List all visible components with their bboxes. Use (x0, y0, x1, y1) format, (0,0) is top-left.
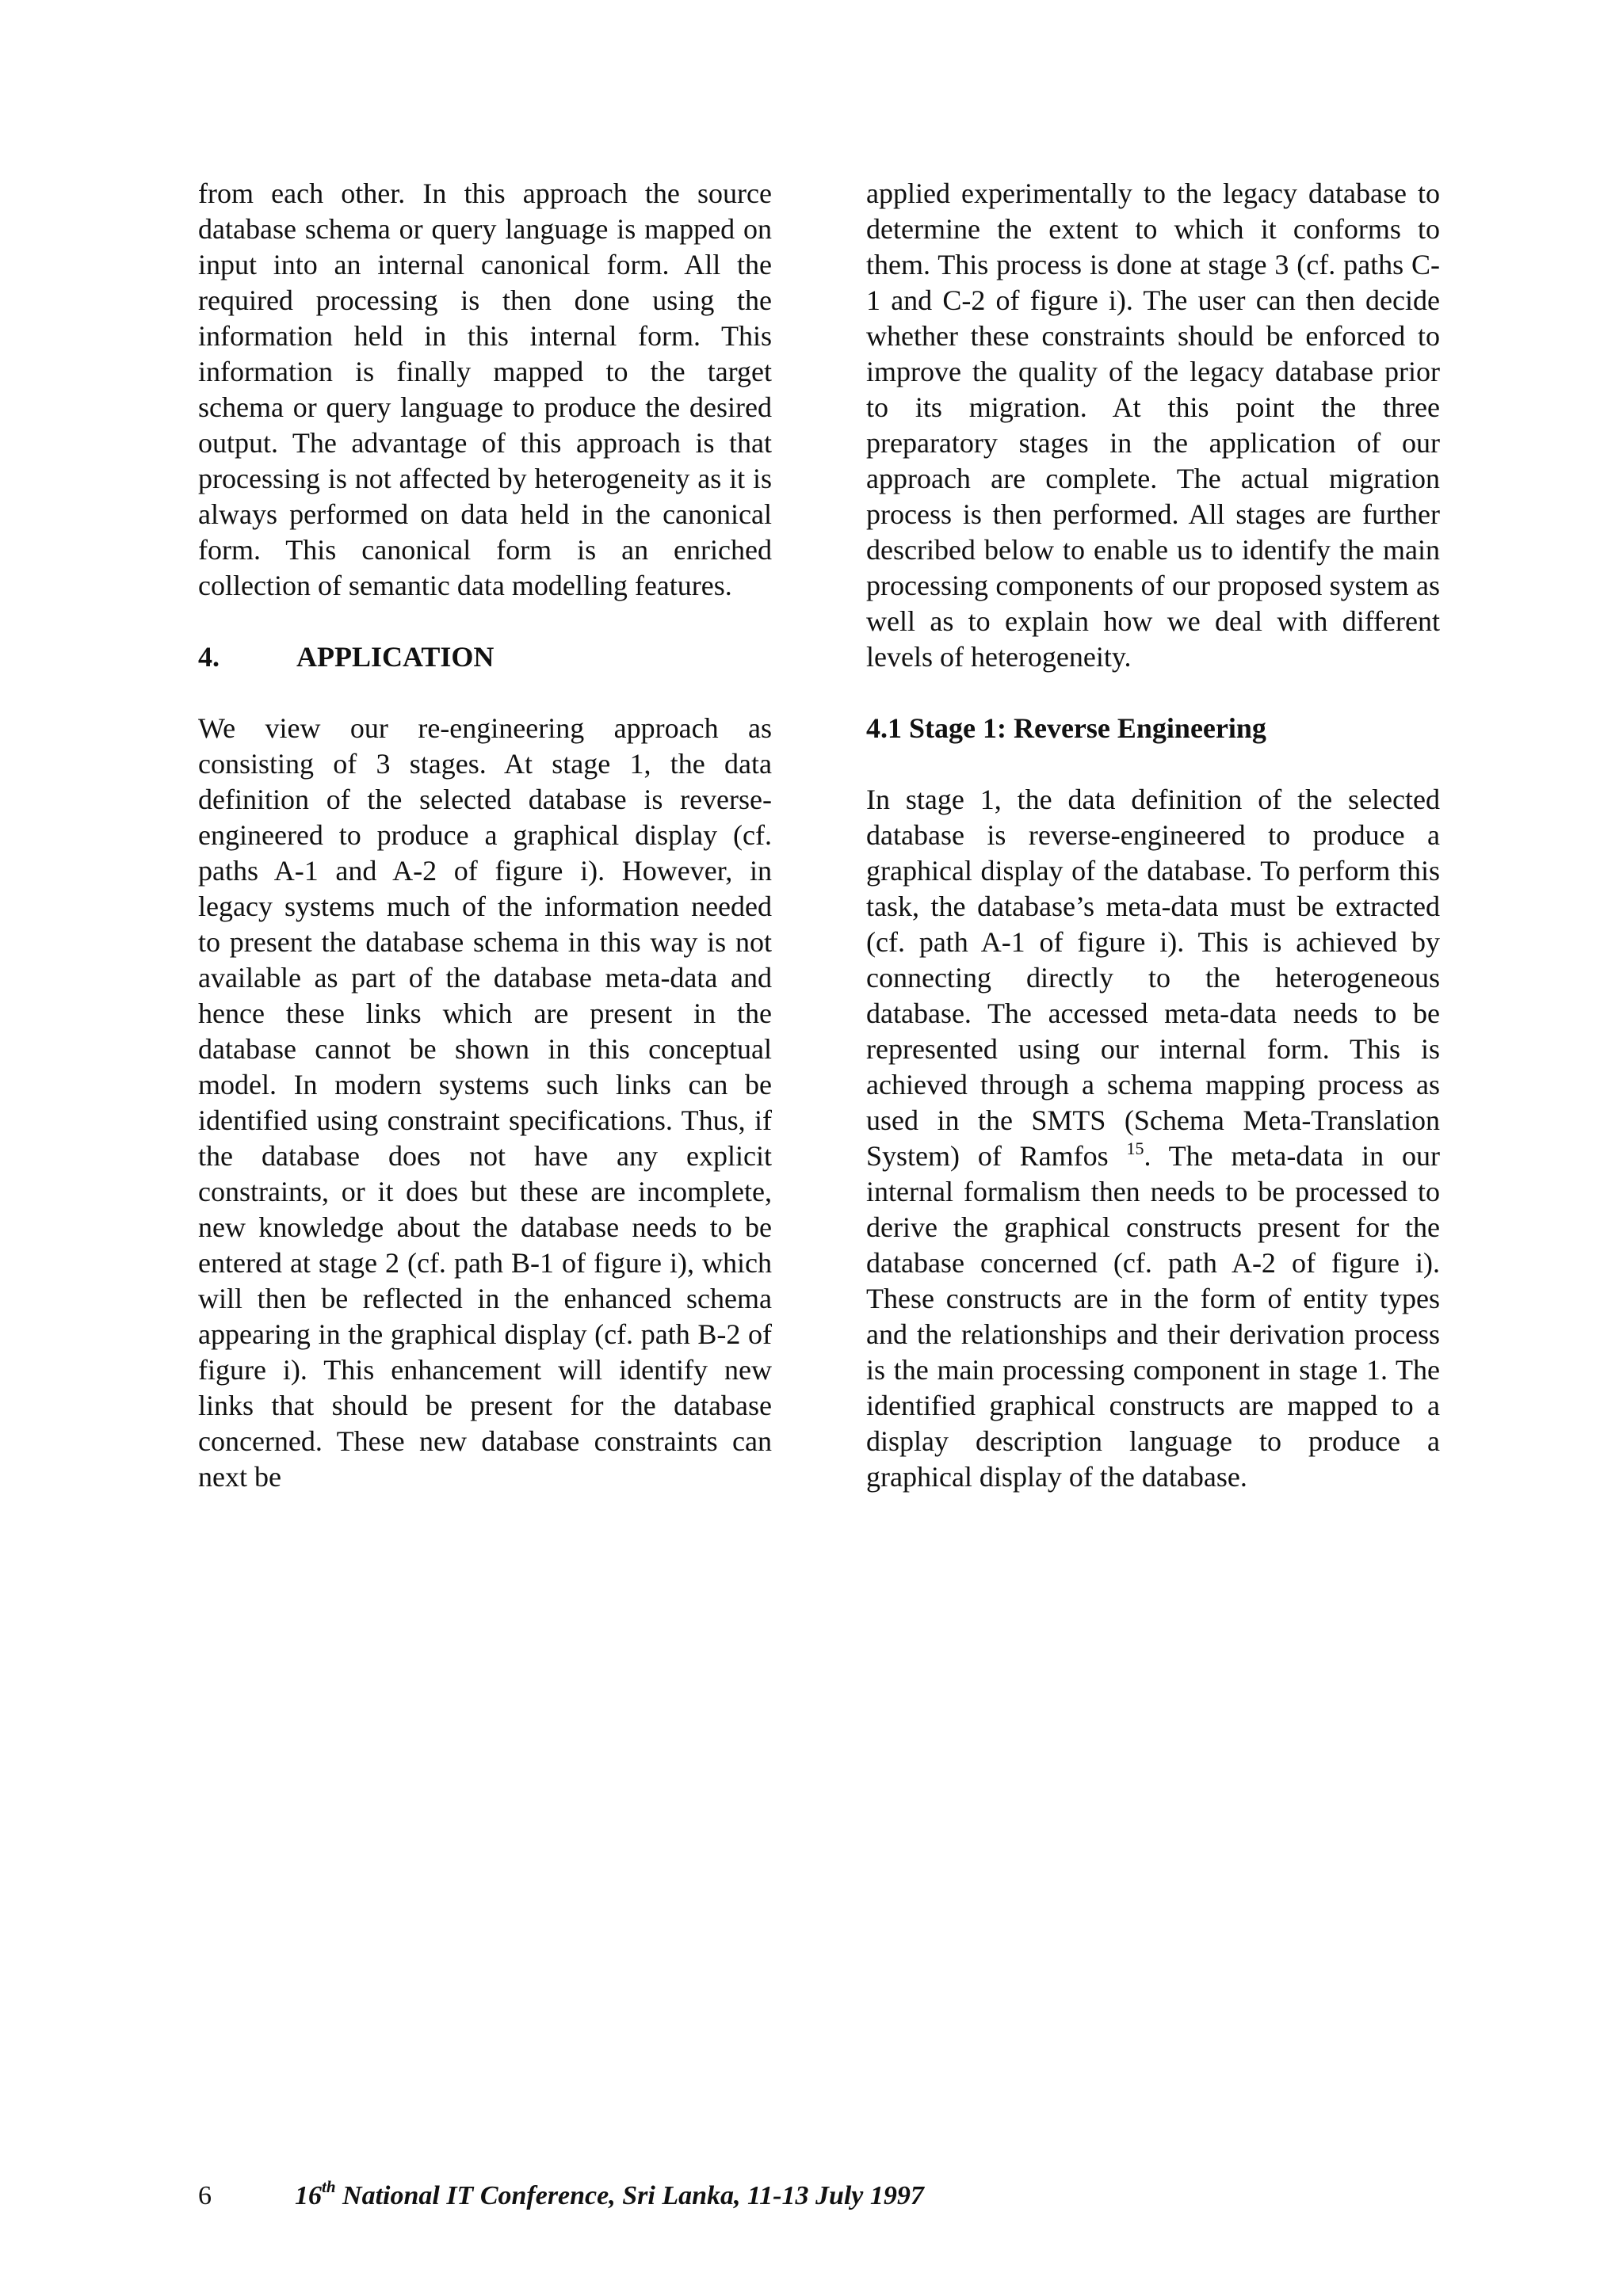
citation-superscript: 15 (1126, 1138, 1144, 1158)
conference-rest: National IT Conference, Sri Lanka, 11-13 July 1997 (335, 2181, 924, 2210)
subsection-heading (866, 711, 1440, 746)
stage1-text-part2: . The meta-data in our internal formalism then needs to be processed to derive the graphical constructs present for the database concerned (cf. path A-2 of figure i). These constructs are in the form of entity types and the relationships and their derivation process is the main processing component in stage 1. The identified graphical constructs are mapped to a display description language to produce a graphical display of the database. (866, 1140, 1440, 1493)
intro-paragraph: from each other. In this approach the source database schema or query language is mapped on input into an internal canonical form. All the required processing is then done using the information held in this internal form. This information is finally mapped to the target schema or query language to produce the desired output. The advantage of this approach is that processing is not affected by heterogeneity as it is always performed on data held in the canonical form. This canonical form is an enriched collection of semantic data modelling features. (198, 177, 772, 601)
section-heading (198, 639, 772, 675)
section-title: APPLICATION (296, 641, 495, 673)
right-column (866, 176, 1440, 1495)
application-paragraph: We view our re-engineering approach as consisting of 3 stages. At stage 1, the data definition of the selected database is reverse-engineered to produce a graphical display (cf. paths A-1 and A-2 of figure i). However, in legacy systems much of the information needed to present the database schema in this way is not available as part of the database meta-data and hence these links which are present in the database cannot be shown in this conceptual model. In modern systems such links can be identified using constraint specifications. Thus, if the database does not have any explicit constraints, or it does but these are incomplete, new knowledge about the database needs to be entered at stage 2 (cf. path B-1 of figure i), which will then be reflected in the enhanced schema appearing in the graphical display (cf. path B-2 of figure i). This enhancement will identify new links that should be present for the database concerned. These new database constraints can next be (198, 712, 772, 1493)
section-number: 4. (198, 641, 220, 673)
left-column (198, 176, 772, 1495)
page-footer (198, 2177, 924, 2212)
continuation-paragraph: applied experimentally to the legacy database to determine the extent to which it conforms to them. This process is done at stage 3 (cf. paths C-1 and C-2 of figure i). The user can then decide whether these constraints should be enforced to improve the quality of the legacy database prior to its migration. At this point the three preparatory stages in the application of our approach are complete. The actual migration process is then performed. All stages are further described below to enable us to identify the main processing components of our proposed system as well as to explain how we deal with different levels of heterogeneity. (866, 177, 1440, 673)
conference-citation (295, 2177, 924, 2210)
stage1-paragraph (866, 782, 1440, 1495)
stage1-text-part1: In stage 1, the data definition of the selected database is reverse-engineered to produce a graphical display of the database. To perform this task, the database’s meta-data must be extracted (cf. path A-1 of figure i). This is achieved by connecting directly to the heterogeneous database. The accessed meta-data needs to be represented using our internal form. This is achieved through a schema mapping process as used in the SMTS (Schema Meta-Translation System) of Ramfos (866, 784, 1440, 1172)
subsection-title: 4.1 Stage 1: Reverse Engineering (866, 712, 1266, 744)
conference-ordinal-suffix: th (322, 2177, 336, 2196)
page-number: 6 (198, 2181, 212, 2210)
conference-ordinal: 16 (295, 2181, 322, 2210)
